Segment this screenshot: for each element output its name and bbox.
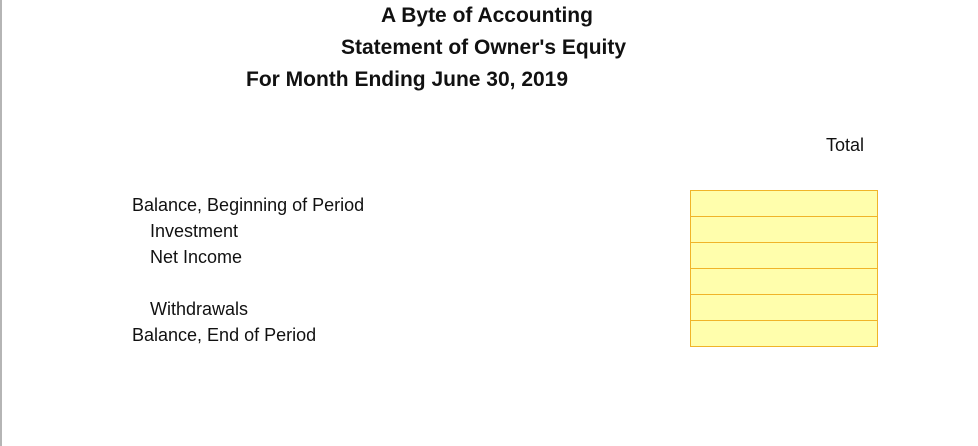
statement-period: For Month Ending June 30, 2019: [246, 68, 569, 91]
statement-title: Statement of Owner's Equity: [341, 36, 627, 59]
label-balance-beginning: Balance, Beginning of Period: [132, 195, 365, 215]
input-investment[interactable]: [691, 217, 877, 243]
label-net-income: Net Income: [150, 247, 243, 267]
company-name: A Byte of Accounting: [381, 4, 593, 27]
total-column-header: Total: [826, 135, 865, 155]
input-balance-beginning[interactable]: [691, 191, 877, 217]
total-input-column: [690, 190, 878, 347]
input-subtotal[interactable]: [691, 269, 877, 295]
input-withdrawals[interactable]: [691, 295, 877, 321]
input-balance-end[interactable]: [691, 321, 877, 346]
window-left-border: [0, 0, 2, 446]
label-withdrawals: Withdrawals: [150, 299, 249, 319]
label-balance-end: Balance, End of Period: [132, 325, 317, 345]
input-net-income[interactable]: [691, 243, 877, 269]
label-investment: Investment: [150, 221, 239, 241]
